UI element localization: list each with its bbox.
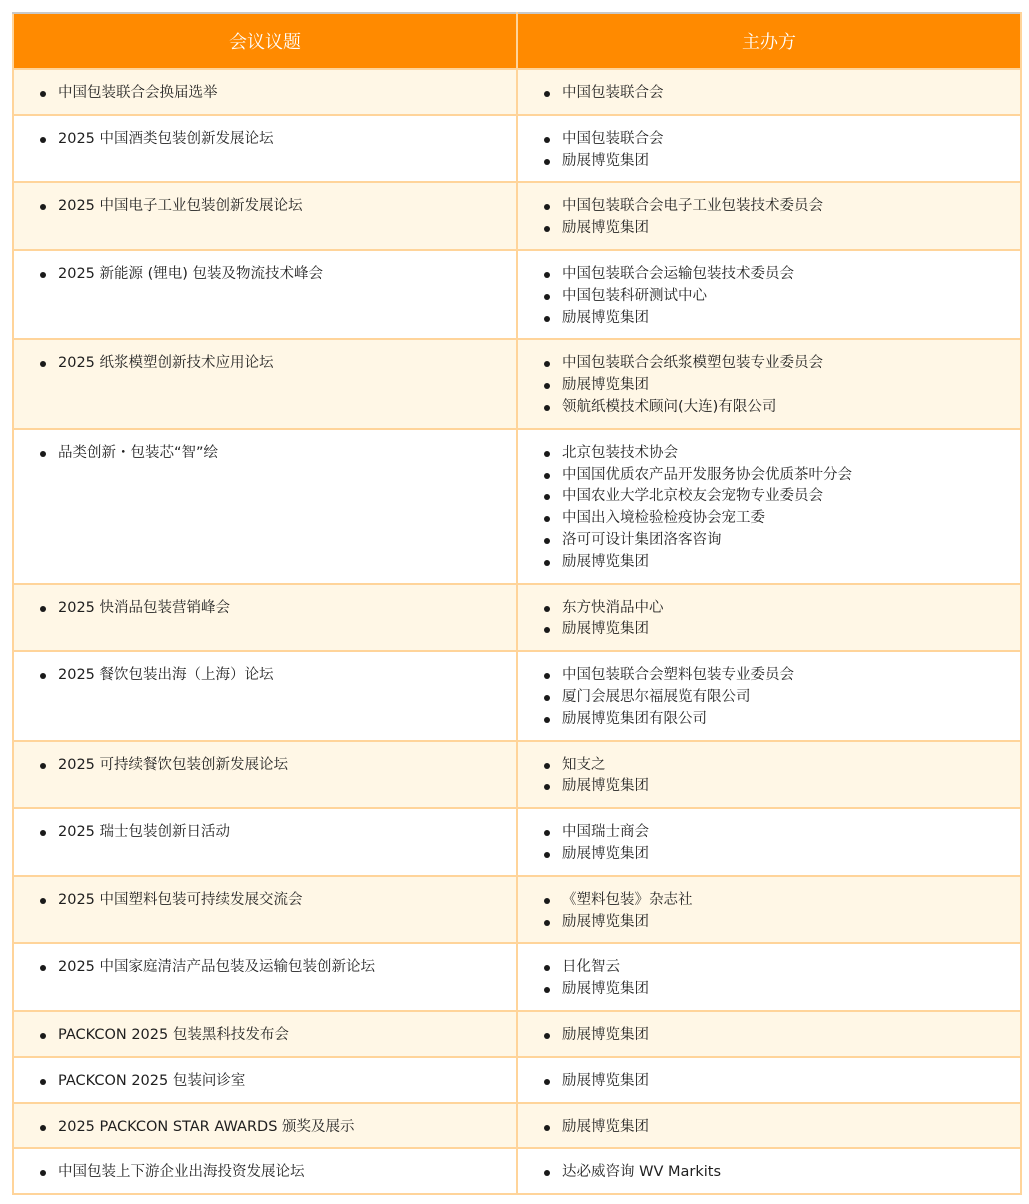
organizer-cell	[517, 1103, 1021, 1149]
table-row	[13, 876, 1021, 944]
table-row	[13, 339, 1021, 428]
organizer-cell	[517, 1011, 1021, 1057]
organizer-cell	[517, 584, 1021, 652]
organizer-cell	[517, 429, 1021, 584]
topic-list	[14, 353, 516, 375]
topic-cell	[13, 1103, 517, 1149]
organizer-item: 励展博览集团	[544, 844, 1020, 866]
header-organizer: 主办方	[517, 13, 1021, 69]
topic-cell	[13, 1011, 517, 1057]
topic-cell	[13, 115, 517, 183]
organizer-list	[518, 83, 1020, 105]
organizer-list	[518, 755, 1020, 799]
organizer-list	[518, 665, 1020, 730]
table-row	[13, 1011, 1021, 1057]
organizer-item: 励展博览集团	[544, 1025, 1020, 1047]
organizer-cell	[517, 651, 1021, 740]
organizer-cell	[517, 250, 1021, 339]
topic-list	[14, 1025, 516, 1047]
organizer-item: 中国农业大学北京校友会宠物专业委员会	[544, 486, 1020, 508]
table-row	[13, 651, 1021, 740]
topic-item: 2025 中国酒类包装创新发展论坛	[40, 129, 516, 151]
topic-cell	[13, 429, 517, 584]
topic-cell	[13, 250, 517, 339]
organizer-cell	[517, 182, 1021, 250]
topic-cell	[13, 182, 517, 250]
topic-cell	[13, 1057, 517, 1103]
organizer-list	[518, 598, 1020, 642]
table-row	[13, 741, 1021, 809]
topic-item: 2025 瑞士包装创新日活动	[40, 822, 516, 844]
topic-item: 2025 中国电子工业包装创新发展论坛	[40, 196, 516, 218]
organizer-list	[518, 196, 1020, 240]
organizer-item: 励展博览集团	[544, 375, 1020, 397]
topic-item: 2025 快消品包装营销峰会	[40, 598, 516, 620]
table-row	[13, 1057, 1021, 1103]
organizer-item: 中国包装联合会运输包装技术委员会	[544, 264, 1020, 286]
table-body	[13, 69, 1021, 1194]
organizer-item: 励展博览集团	[544, 1117, 1020, 1139]
topic-item: PACKCON 2025 包装黑科技发布会	[40, 1025, 516, 1047]
topic-list	[14, 665, 516, 687]
topic-item: 2025 PACKCON STAR AWARDS 颁奖及展示	[40, 1117, 516, 1139]
organizer-item: 励展博览集团有限公司	[544, 709, 1020, 731]
organizer-list	[518, 443, 1020, 574]
organizer-list	[518, 1162, 1020, 1184]
organizer-item: 中国出入境检验检疫协会宠工委	[544, 508, 1020, 530]
organizer-item: 励展博览集团	[544, 308, 1020, 330]
organizer-cell	[517, 876, 1021, 944]
table-row	[13, 429, 1021, 584]
topic-item: 2025 纸浆模塑创新技术应用论坛	[40, 353, 516, 375]
topic-list	[14, 129, 516, 151]
organizer-cell	[517, 339, 1021, 428]
table-row	[13, 182, 1021, 250]
organizer-item: 达必威咨询 WV Markits	[544, 1162, 1020, 1184]
organizer-item: 中国包装联合会塑料包装专业委员会	[544, 665, 1020, 687]
table-row	[13, 808, 1021, 876]
topic-list	[14, 1071, 516, 1093]
organizer-cell	[517, 1057, 1021, 1103]
organizer-item: 东方快消品中心	[544, 598, 1020, 620]
topic-list	[14, 890, 516, 912]
topic-list	[14, 1162, 516, 1184]
organizer-item: 日化智云	[544, 957, 1020, 979]
conference-table	[12, 12, 1022, 1195]
organizer-item: 励展博览集团	[544, 619, 1020, 641]
organizer-item: 中国国优质农产品开发服务协会优质茶叶分会	[544, 465, 1020, 487]
organizer-cell	[517, 1148, 1021, 1194]
organizer-item: 北京包装技术协会	[544, 443, 1020, 465]
organizer-item: 励展博览集团	[544, 776, 1020, 798]
organizer-item: 励展博览集团	[544, 151, 1020, 173]
organizer-item: 中国包装联合会	[544, 83, 1020, 105]
topic-item: 2025 中国塑料包装可持续发展交流会	[40, 890, 516, 912]
topic-cell	[13, 943, 517, 1011]
organizer-cell	[517, 69, 1021, 115]
header-topic: 会议议题	[13, 13, 517, 69]
topic-list	[14, 822, 516, 844]
conference-table-wrapper	[12, 12, 1020, 1195]
organizer-list	[518, 957, 1020, 1001]
organizer-item: 励展博览集团	[544, 1071, 1020, 1093]
table-row	[13, 1103, 1021, 1149]
table-row	[13, 943, 1021, 1011]
organizer-item: 中国包装联合会纸浆模塑包装专业委员会	[544, 353, 1020, 375]
organizer-item: 中国瑞士商会	[544, 822, 1020, 844]
organizer-item: 中国包装联合会	[544, 129, 1020, 151]
organizer-item: 励展博览集团	[544, 552, 1020, 574]
topic-item: 中国包装上下游企业出海投资发展论坛	[40, 1162, 516, 1184]
topic-item: 中国包装联合会换届选举	[40, 83, 516, 105]
topic-list	[14, 443, 516, 465]
organizer-item: 领航纸模技术顾问(大连)有限公司	[544, 397, 1020, 419]
organizer-list	[518, 1117, 1020, 1139]
organizer-item: 励展博览集团	[544, 912, 1020, 934]
organizer-cell	[517, 115, 1021, 183]
organizer-list	[518, 129, 1020, 173]
topic-list	[14, 1117, 516, 1139]
table-row	[13, 250, 1021, 339]
organizer-item: 中国包装科研测试中心	[544, 286, 1020, 308]
organizer-cell	[517, 808, 1021, 876]
organizer-item: 励展博览集团	[544, 979, 1020, 1001]
topic-cell	[13, 651, 517, 740]
topic-list	[14, 755, 516, 777]
organizer-list	[518, 353, 1020, 418]
topic-cell	[13, 584, 517, 652]
organizer-cell	[517, 741, 1021, 809]
topic-item: 品类创新・包装芯“智”绘	[40, 443, 516, 465]
topic-item: 2025 餐饮包装出海（上海）论坛	[40, 665, 516, 687]
topic-list	[14, 264, 516, 286]
table-row	[13, 115, 1021, 183]
organizer-list	[518, 822, 1020, 866]
table-header-row	[13, 13, 1021, 69]
table-row	[13, 69, 1021, 115]
organizer-list	[518, 1025, 1020, 1047]
topic-cell	[13, 876, 517, 944]
organizer-item: 厦门会展思尔福展览有限公司	[544, 687, 1020, 709]
topic-list	[14, 83, 516, 105]
topic-cell	[13, 339, 517, 428]
topic-cell	[13, 808, 517, 876]
organizer-item: 中国包装联合会电子工业包装技术委员会	[544, 196, 1020, 218]
topic-list	[14, 196, 516, 218]
organizer-cell	[517, 943, 1021, 1011]
organizer-list	[518, 890, 1020, 934]
topic-list	[14, 598, 516, 620]
topic-item: PACKCON 2025 包装问诊室	[40, 1071, 516, 1093]
topic-cell	[13, 741, 517, 809]
topic-item: 2025 新能源 (锂电) 包装及物流技术峰会	[40, 264, 516, 286]
topic-cell	[13, 1148, 517, 1194]
table-row	[13, 584, 1021, 652]
table-row	[13, 1148, 1021, 1194]
organizer-list	[518, 1071, 1020, 1093]
organizer-item: 《塑料包装》杂志社	[544, 890, 1020, 912]
topic-cell	[13, 69, 517, 115]
topic-item: 2025 中国家庭清洁产品包装及运输包装创新论坛	[40, 957, 516, 979]
organizer-list	[518, 264, 1020, 329]
organizer-item: 知支之	[544, 755, 1020, 777]
organizer-item: 洛可可设计集团洛客咨询	[544, 530, 1020, 552]
topic-list	[14, 957, 516, 979]
topic-item: 2025 可持续餐饮包装创新发展论坛	[40, 755, 516, 777]
organizer-item: 励展博览集团	[544, 218, 1020, 240]
